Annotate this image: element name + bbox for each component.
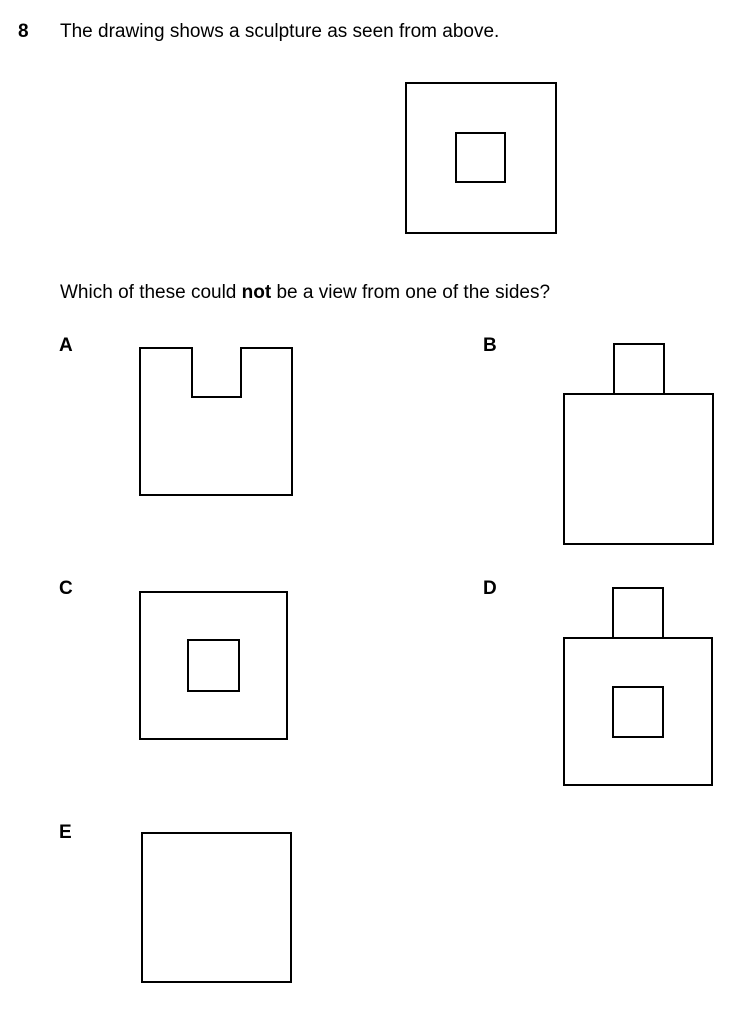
question-text: The drawing shows a sculpture as seen from above. [60,21,500,42]
option-e-label[interactable]: E [59,822,72,843]
option-c-inner-square [188,640,239,691]
option-d-inner-square [613,687,663,737]
top-view-figure [405,82,558,235]
option-c-figure[interactable] [139,591,289,741]
option-c-outer-square [140,592,287,739]
option-d-label[interactable]: D [483,578,497,599]
option-a-label[interactable]: A [59,335,73,356]
option-b-figure[interactable] [563,343,715,546]
option-c-label[interactable]: C [59,578,73,599]
prompt-before: Which of these could [60,282,242,303]
option-d-figure[interactable] [563,587,714,787]
option-b-top-cube [614,344,664,394]
option-d-top-cube [613,588,663,638]
option-d-block [564,638,712,785]
option-a-outline [140,348,292,495]
question-number: 8 [18,21,29,42]
prompt-after: be a view from one of the sides? [271,282,551,303]
prompt-emphasis: not [241,282,272,303]
option-e-figure[interactable] [141,832,293,984]
option-e-square [142,833,291,982]
option-a-figure[interactable] [139,347,294,497]
question-prompt [60,282,550,304]
top-view-inner-square [456,133,505,182]
option-b-label[interactable]: B [483,335,497,356]
option-b-block [564,394,713,544]
top-view-outer-square [406,83,556,233]
